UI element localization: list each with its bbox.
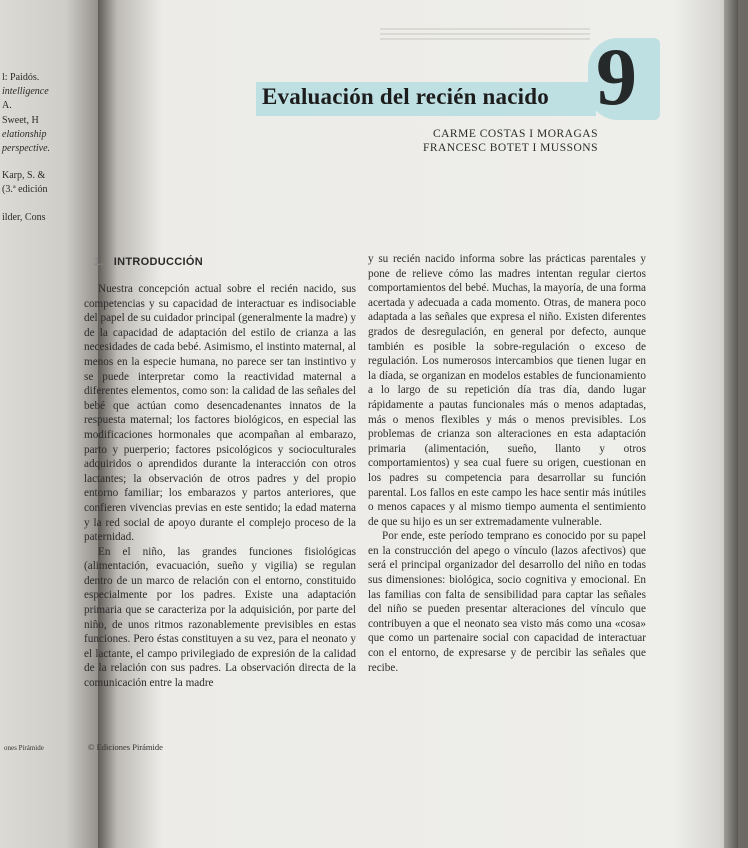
publisher-footer: © Ediciones Pirámide (88, 742, 163, 752)
chapter-title: Evaluación del recién nacido (262, 84, 549, 109)
left-page-fragment: Karp, S. & (2, 170, 46, 181)
body-paragraph: Nuestra concepción actual sobre el recién nacido, sus competencias y su capacidad de interactuar es indisociable del papel de su cuidador principal (generalmente la madre) y de la capacidad de adaptación del estilo de crianza a las necesidades de cada bebé. Asimismo, el instinto maternal, al menos en la especie humana, no parece ser tan instintivo y se puede interpretar como la reactividad maternal a diferentes elementos, como son: la calidad de las señales del bebé que actúan como desencadenantes innatos de la respuesta maternal; los factores biológicos, en especial las modificaciones hormonales que acompañan al embarazo, parto y puerperio; factores psicológicos y socioculturales adquiridos o aprendidos durante la interacción con otros lactantes; la observación de otros padres y del propio entorno familiar; los embarazos y partos anteriores, que confieren vivencias previas en este sentido; la edad materna y la red social de apoyo durante el complejo proceso de la paternidad. (84, 283, 356, 544)
author-name: CARME COSTAS I MORAGAS (432, 128, 598, 140)
page-edge-shadow (724, 0, 738, 848)
left-text-column (84, 282, 356, 691)
left-page-fragment: ilder, Cons (2, 212, 46, 223)
left-page-fragment: l: Paidós. (2, 72, 40, 83)
left-page-footer: ones Pirámide (4, 744, 44, 752)
left-page-fragment: A. (2, 100, 12, 111)
left-page-fragment: (3.ª edición (2, 184, 48, 195)
chapter-number: 9 (596, 31, 637, 122)
show-through-text (380, 28, 590, 42)
body-paragraph: En el niño, las grandes funciones fisiológicas (alimentación, evacuación, sueño y vigilia) se regulan dentro de un marco de relación con el entorno, constituido especialmente por los padres. Existe una adaptación primaria que se caracteriza por la adquisición, por parte del niño, de unos ritmos razonablemente previsibles en estas funciones. Pero éstas constituyen a su vez, para el neonato y el lactante, el campo privilegiado de expresión de la calidad de la relación con sus padres. La observación directa de la comunicación entre la madre (84, 545, 356, 690)
left-page-fragment: intelligence (2, 86, 49, 97)
author-name: FRANCESC BOTET I MUSSONS (422, 142, 598, 154)
left-page-fragment: elationship (2, 129, 47, 140)
body-paragraph: Por ende, este período temprano es conocido por su papel en la construcción del apego o vínculo (lazos afectivos) que será el principal organizador del desarrollo del niño en todas sus dimensiones: biológica, socio cognitiva y emocional. En las familias con falta de sensibilidad para captar las señales del niño se pueden presentar alteraciones del vínculo que contribuyen a que el neonato sea visto más como una «cosa» que como un partenaire social con capacidad de interactuar con el entorno, de expresarse y de percibir las señales que recibe. (368, 530, 646, 674)
right-text-column (368, 252, 646, 675)
section-title: INTRODUCCIÓN (113, 256, 203, 268)
section-heading (94, 256, 203, 268)
body-paragraph: y su recién nacido informa sobre las prácticas parentales y pone de relieve cómo las madres intentan regular ciertos comportamientos del bebé. Muchas, la mayoría, de una forma acertada y adecuada a cada momento. Otras, de manera poco adaptada a las señales que expresa el niño. Existen diferentes grados de desregulación, en general por defecto, aunque también es posible la sobre-regulación o exceso de regulación. Los numerosos intercambios que tienen lugar en la díada, se organizan en modelos estables de funcionamiento a lo largo de su repetición día tras día, dando lugar rápidamente a pautas funcionales más o menos adaptadas, más o menos flexibles y más o menos previsibles. Los problemas de crianza son alteraciones en esta adaptación primaria (alimentación, sueño, llanto y otros comportamientos) y sea cual fuere su origen, cuestionan en los padres su competencia para desarrollar su función parental. Los fallos en este campo les hace sentir más inútiles o menos capaces y al mismo tiempo aumenta el sentimiento de que su hijo es un ser extremadamente vulnerable. (368, 253, 646, 528)
section-number: 1. (94, 256, 104, 268)
left-page-fragment: Sweet, H (2, 115, 39, 126)
left-page-fragment: perspective. (2, 143, 51, 154)
